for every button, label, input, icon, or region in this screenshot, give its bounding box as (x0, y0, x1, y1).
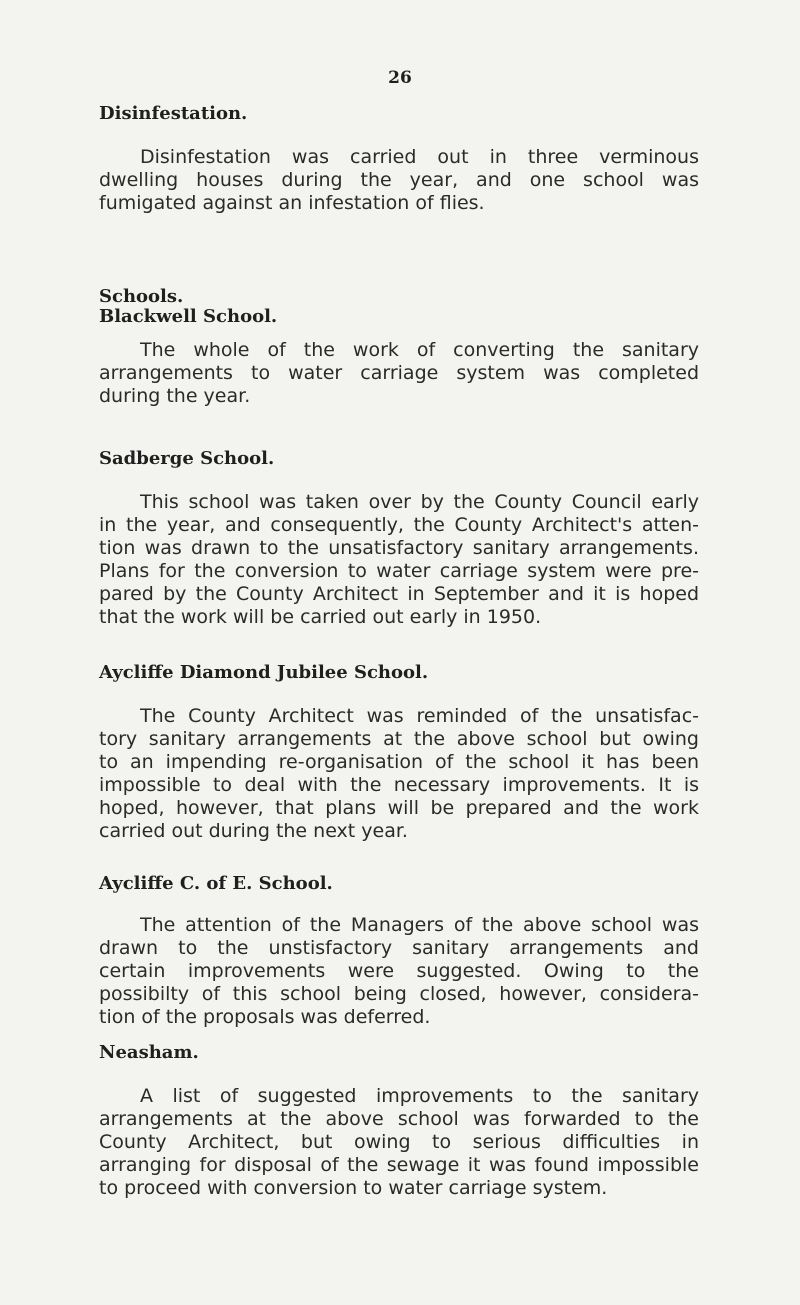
paragraph-line: during the year. (99, 385, 251, 407)
paragraph-line: dwelling houses during the year, and one school was (99, 169, 699, 191)
paragraph-line: pared by the County Architect in September and it is hoped (99, 583, 699, 605)
paragraph-line: drawn to the unstisfactory sanitary arrangements and (99, 937, 699, 959)
paragraph-line: The whole of the work of converting the sanitary (140, 339, 699, 361)
page-number: 26 (388, 68, 412, 88)
section-heading-sadberge-school: Sadberge School. (99, 448, 275, 469)
section-heading-blackwell-school: Blackwell School. (99, 306, 278, 327)
section-heading-neasham: Neasham. (99, 1042, 199, 1063)
paragraph-line: arrangements at the above school was forwarded to the (99, 1108, 699, 1130)
section-heading-schools: Schools. (99, 286, 184, 307)
paragraph-line: fumigated against an infestation of flies. (99, 192, 485, 214)
paragraph-line: that the work will be carried out early in 1950. (99, 606, 542, 628)
paragraph-line: This school was taken over by the County Council early (140, 491, 699, 513)
paragraph-neasham (99, 1085, 699, 1200)
section-heading-aycliffe-diamond-jubilee-school: Aycliffe Diamond Jubilee School. (99, 662, 429, 683)
paragraph-line: The attention of the Managers of the above school was (140, 914, 699, 936)
paragraph-line: to proceed with conversion to water carriage system. (99, 1177, 608, 1199)
paragraph-line: in the year, and consequently, the County Architect's atten- (99, 514, 699, 536)
paragraph-line: certain improvements were suggested. Owing to the (99, 960, 699, 982)
paragraph-aycliffe-c-of-e-school (99, 914, 699, 1029)
paragraph-blackwell-school (99, 339, 699, 408)
paragraph-line: A list of suggested improvements to the sanitary (140, 1085, 699, 1107)
paragraph-line: The County Architect was reminded of the unsatisfac- (140, 705, 699, 727)
paragraph-line: tory sanitary arrangements at the above school but owing (99, 728, 699, 750)
paragraph-line: hoped, however, that plans will be prepared and the work (99, 797, 699, 819)
paragraph-aycliffe-diamond-jubilee-school (99, 705, 699, 843)
paragraph-line: Plans for the conversion to water carriage system were pre- (99, 560, 699, 582)
paragraph-disinfestation (99, 146, 699, 215)
paragraph-line: tion of the proposals was deferred. (99, 1006, 431, 1028)
paragraph-line: Disinfestation was carried out in three verminous (140, 146, 699, 168)
paragraph-line: County Architect, but owing to serious difficulties in (99, 1131, 699, 1153)
section-heading-disinfestation: Disinfestation. (99, 103, 248, 124)
paragraph-line: arrangements to water carriage system was completed (99, 362, 699, 384)
paragraph-line: possibilty of this school being closed, however, considera- (99, 983, 699, 1005)
paragraph-line: to an impending re-organisation of the school it has been (99, 751, 699, 773)
paragraph-line: carried out during the next year. (99, 820, 408, 842)
section-heading-aycliffe-c-of-e-school: Aycliffe C. of E. School. (99, 873, 333, 894)
paragraph-line: tion was drawn to the unsatisfactory sanitary arrangements. (99, 537, 699, 559)
paragraph-sadberge-school (99, 491, 699, 629)
paragraph-line: arranging for disposal of the sewage it was found impossible (99, 1154, 699, 1176)
paragraph-line: impossible to deal with the necessary improvements. It is (99, 774, 699, 796)
